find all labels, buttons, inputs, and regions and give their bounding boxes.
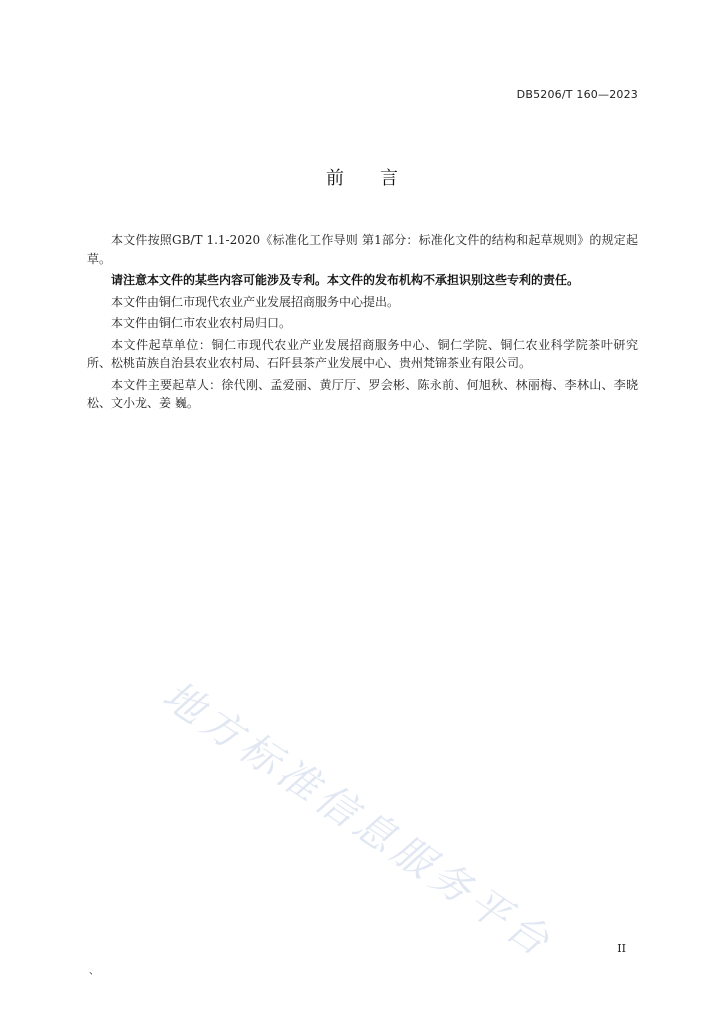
page-title: 前言 [326, 168, 434, 189]
foreword-body [87, 231, 638, 416]
paragraph-drafters: 本文件主要起草人：徐代刚、孟爱丽、黄厅厅、罗会彬、陈永前、何旭秋、林丽梅、李林山、李晓松、文小龙、姜 巍。 [87, 377, 638, 410]
document-code: DB5206/T 160—2023 [516, 88, 638, 101]
paragraph-proposer: 本文件由铜仁市现代农业产业发展招商服务中心提出。 [111, 294, 400, 309]
paragraph-patent-notice: 请注意本文件的某些内容可能涉及专利。本文件的发布机构不承担识别这些专利的责任。 [111, 273, 580, 287]
paragraph-administrator: 本文件由铜仁市农业农村局归口。 [111, 316, 292, 330]
paragraph-drafting-units: 本文件起草单位：铜仁市现代农业产业发展招商服务中心、铜仁学院、铜仁农业科学院茶叶研究所、松桃苗族自治县农业农村局、石阡县茶产业发展中心、贵州梵锦茶业有限公司。 [87, 337, 638, 370]
page-number: II [617, 942, 626, 955]
watermark-text: 地方标准信息服务平台 [154, 672, 562, 968]
paragraph-drafting-rules: 本文件按照GB/T 1.1-2020《标准化工作导则 第1部分：标准化文件的结构和起草规则》的规定起草。 [87, 233, 638, 266]
stray-punctuation-mark: 、 [89, 966, 99, 977]
